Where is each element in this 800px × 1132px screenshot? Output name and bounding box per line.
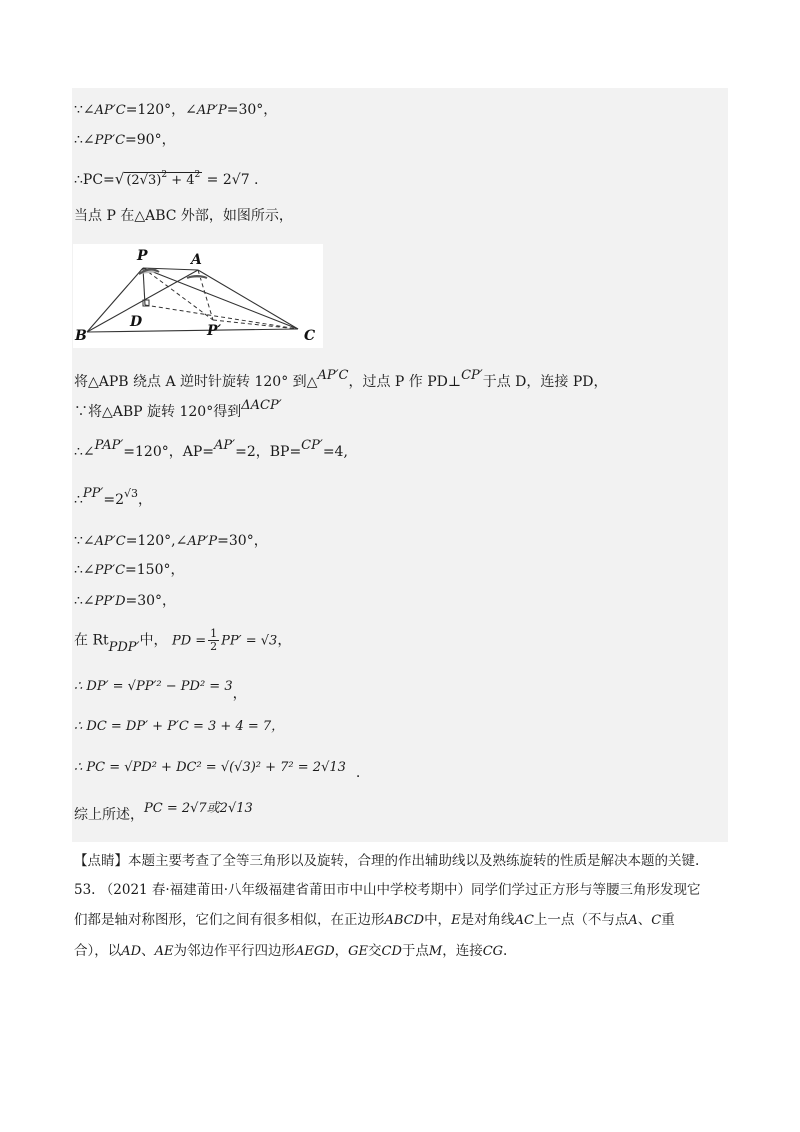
solution-line-10: [74, 560, 185, 581]
math-term: PP′C: [94, 133, 126, 148]
solution-line-16: [74, 801, 253, 826]
math-term: PP′D: [94, 594, 126, 609]
text: =150°，: [125, 562, 185, 578]
text: =120°，∠: [125, 102, 197, 118]
text: ，: [334, 943, 349, 959]
math-term: CG: [482, 944, 504, 959]
text: 、: [637, 912, 652, 928]
math-term: M: [428, 944, 443, 959]
math-term: ΔACP′: [241, 398, 282, 413]
text: =30°，: [125, 593, 177, 609]
angle-mark-A: [187, 276, 207, 278]
text: 上一点（不与点: [533, 912, 629, 928]
math-term: A: [628, 913, 638, 928]
segment-PC: [143, 268, 298, 329]
text: .: [355, 765, 361, 781]
math-term: AE: [154, 944, 174, 959]
label-B: B: [75, 328, 87, 344]
solution-line-11: [74, 591, 176, 612]
solution-line-9: [74, 531, 268, 552]
text: ∴∠: [74, 132, 95, 148]
label-A: A: [191, 252, 202, 268]
text: ，过点 P 作 PD⊥: [348, 374, 462, 390]
text: ∴∠: [74, 562, 95, 578]
math-term: + 4: [167, 173, 195, 188]
math-term: (2√3): [126, 173, 162, 188]
text: ，: [232, 686, 247, 702]
segment-DC: [145, 305, 298, 329]
math-term: ∴ DC = DP′ + P′C = 3 + 4 = 7，: [74, 719, 285, 734]
math-term: AP′C: [317, 368, 349, 383]
math-term: = 2√7 .: [202, 172, 259, 188]
math-term: PP′: [82, 486, 104, 501]
text: 为邻边作平行四边形: [173, 943, 295, 959]
text: ∴∠: [74, 593, 95, 609]
problem-53-line-3: [74, 941, 507, 962]
text: =30°，: [226, 102, 278, 118]
math-term: GE: [348, 944, 369, 959]
text: 们都是轴对称图形，它们之间有很多相似，在正边形: [74, 912, 385, 928]
solution-line-4: 当点 P 在△ABC 外部，如图所示，: [74, 208, 293, 224]
math-term: AD: [121, 944, 142, 959]
math-term: PAP′: [94, 438, 124, 453]
solution-line-6: [74, 398, 282, 423]
math-term: PDP′: [108, 639, 140, 655]
text: ，连接: [442, 943, 483, 959]
text: 于点: [401, 943, 429, 959]
text: 中，: [424, 912, 452, 928]
math-term: C: [651, 913, 662, 928]
math-term: AP′C: [94, 534, 126, 549]
text: =120°，AP=: [123, 444, 214, 460]
text: =2，BP=: [235, 444, 302, 460]
key-point-note: 【点睛】本题主要考查了全等三角形以及旋转，合理的作出辅助线以及熟练旋转的性质是解决本题的关键.: [74, 853, 700, 869]
math-term: ∴ PC = √PD² + DC² = √(√3)² + 7² = 2√13: [74, 760, 346, 775]
text: 交: [368, 943, 382, 959]
math-term: PD =: [171, 633, 207, 649]
solution-line-2: [74, 130, 176, 151]
solution-line-8: [74, 486, 153, 511]
label-C: C: [304, 328, 316, 344]
math-term: AEGD: [294, 944, 335, 959]
problem-53-line-1: 53. （2021 春·福建莆田·八年级福建省莆田市中山中学校考期中）同学们学过正方形与等腰三角形发现它: [74, 882, 701, 898]
problem-53-line-2: [74, 910, 675, 931]
math-term: PP′C: [94, 563, 126, 578]
text: =90°，: [125, 132, 176, 148]
text: 综上所述，: [74, 807, 144, 823]
math-term: ABCD: [384, 913, 425, 928]
denominator: 2: [210, 640, 218, 653]
text: ∴PC=: [74, 172, 115, 188]
label-P: P: [137, 248, 148, 264]
math-term: PC = 2√7或2√13: [144, 801, 253, 816]
segment-BC: [87, 329, 298, 332]
numerator: 1: [210, 627, 218, 640]
triangle-diagram: [73, 244, 323, 348]
math-term: AP′P: [187, 534, 218, 549]
solution-line-1: [74, 100, 277, 121]
text: =4,: [322, 444, 348, 460]
exponent: 2: [194, 170, 201, 180]
math-term: CD: [381, 944, 402, 959]
math-term: √3: [124, 487, 139, 500]
text: =120°,∠: [125, 533, 188, 549]
label-D: D: [130, 314, 143, 330]
text: 于点 D，连接 PD，: [482, 374, 608, 390]
math-term: AP′: [214, 438, 236, 453]
geometry-figure: [73, 244, 323, 348]
text: ∴∠: [74, 444, 95, 460]
math-term: AC: [514, 913, 534, 928]
text: 重: [661, 912, 675, 928]
text: 在 Rt: [74, 632, 109, 649]
text: .: [503, 943, 508, 959]
solution-line-14: [74, 716, 284, 737]
math-term: AP′C: [94, 103, 126, 118]
text: 中，: [139, 632, 168, 649]
solution-line-13: [74, 676, 247, 702]
text: ∵将△ABP 旋转 120°得到: [74, 404, 242, 420]
math-term: CP′: [461, 368, 483, 383]
math-term: ∴ DP′ = √PP′² − PD² = 3: [74, 679, 233, 694]
text: =30°，: [217, 533, 268, 549]
text: 将△APB 绕点 A 逆时针旋转 120° 到△: [74, 374, 318, 390]
exponent: 2: [161, 170, 168, 180]
text: ∵∠: [74, 533, 95, 549]
text: 、: [141, 943, 155, 959]
text: 合），以: [74, 943, 122, 959]
text: ∴: [74, 492, 83, 508]
text: ∵∠: [74, 102, 95, 118]
solution-line-15: [74, 757, 361, 781]
text: ，: [138, 492, 153, 508]
solution-line-12: [74, 628, 291, 653]
solution-line-3: ∴PC=√ $(2√3)^2 + 4^2 = 2√7$ .: [74, 170, 259, 188]
text: ，: [277, 632, 292, 649]
text: =2: [103, 492, 125, 508]
math-term: E: [451, 913, 461, 928]
text: 是对角线: [460, 912, 515, 928]
label-P-prime: P′: [207, 323, 222, 339]
solution-line-7: [74, 438, 348, 463]
math-term: PP′ = √3: [221, 633, 278, 649]
math-term: AP′P: [196, 103, 227, 118]
solution-line-5: [74, 368, 608, 393]
fraction-one-half: [208, 628, 219, 653]
math-term: CP′: [301, 438, 323, 453]
